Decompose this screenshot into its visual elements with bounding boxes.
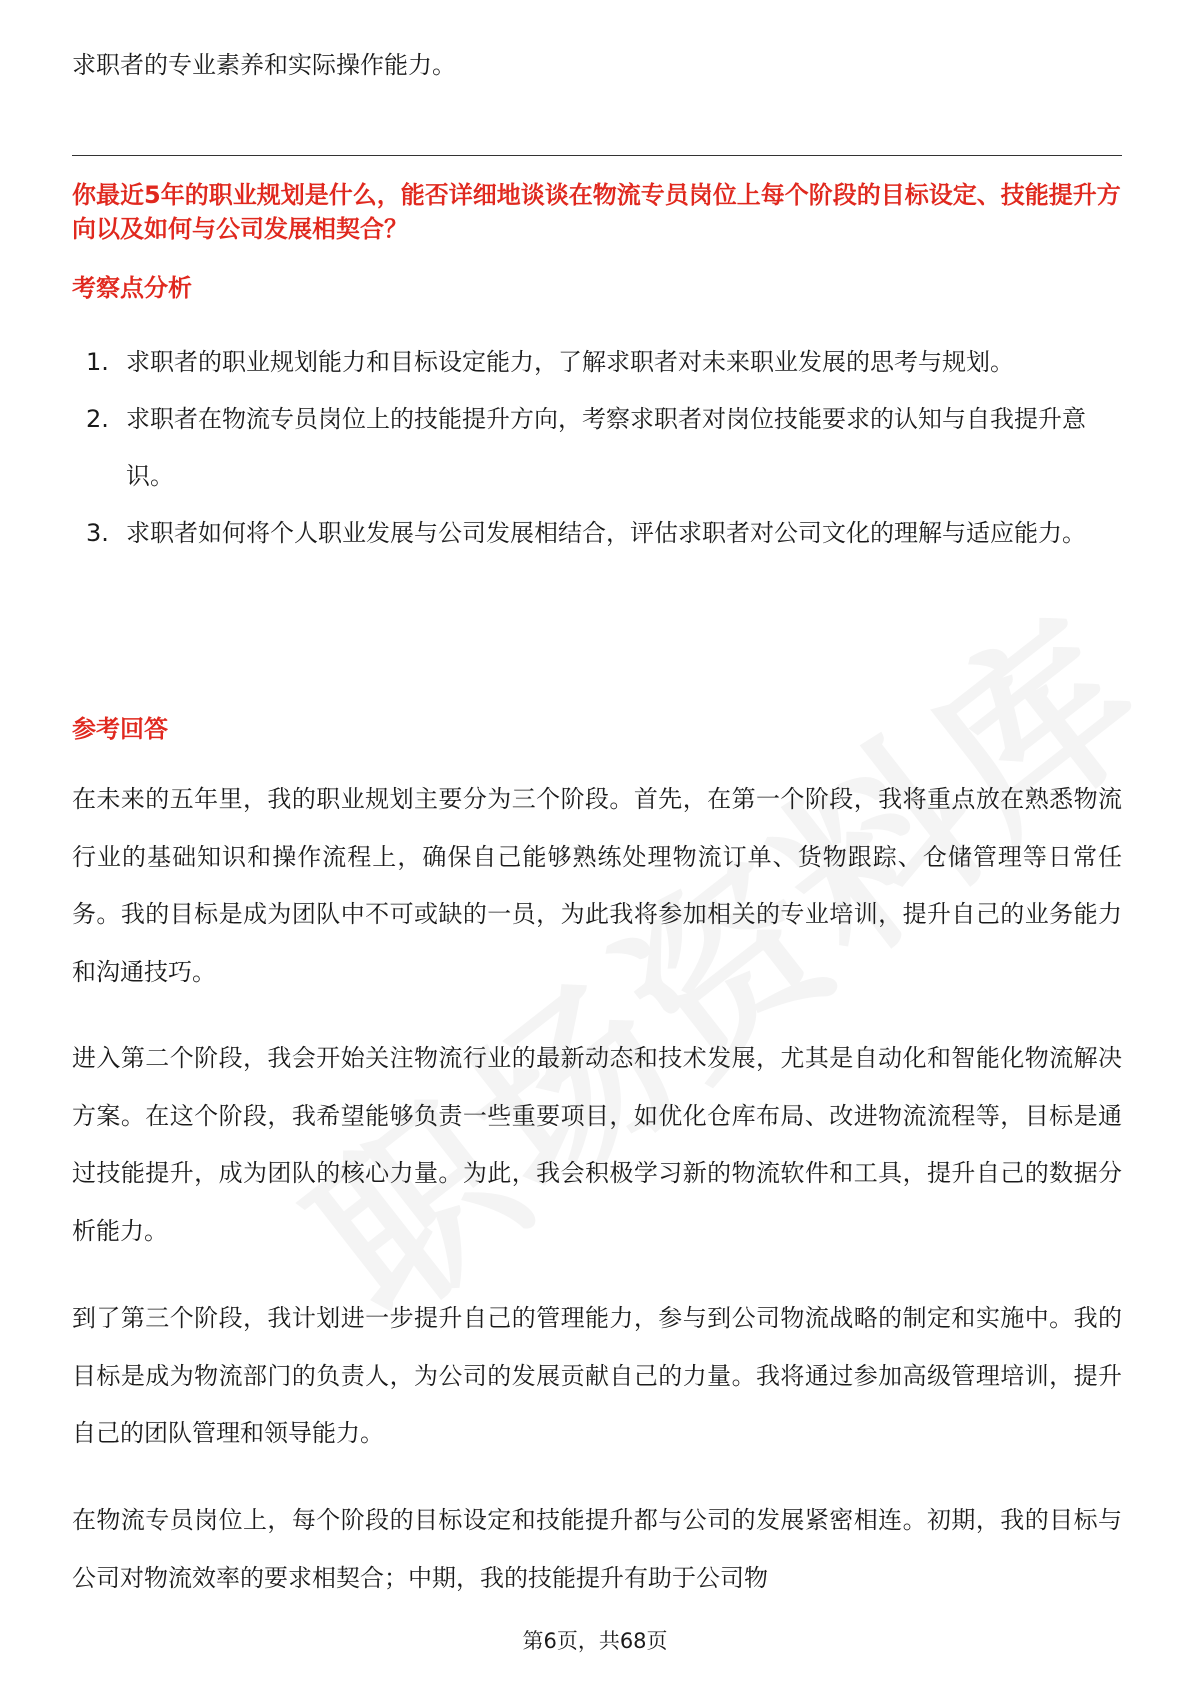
answer-heading: 参考回答 (72, 715, 168, 743)
answer-paragraph: 进入第二个阶段，我会开始关注物流行业的最新动态和技术发展，尤其是自动化和智能化物流解决方案。在这个阶段，我希望能够负责一些重要项目，如优化仓库布局、改进物流流程等，目标是通过技能提升，成为团队的核心力量。为此，我会积极学习新的物流软件和工具，提升自己的数据分析能力。 (72, 1044, 1122, 1245)
item-text: 求职者的职业规划能力和目标设定能力，了解求职者对未来职业发展的思考与规划。 (126, 348, 1014, 376)
answer-paragraph: 到了第三个阶段，我计划进一步提升自己的管理能力，参与到公司物流战略的制定和实施中。我的目标是成为物流部门的负责人，为公司的发展贡献自己的力量。我将通过参加高级管理培训，提升自己的团队管理和领导能力。 (72, 1304, 1122, 1447)
analysis-item (72, 334, 1122, 391)
divider (72, 155, 1122, 156)
item-number: 3. (86, 519, 109, 547)
item-number: 1. (86, 348, 109, 376)
item-text: 求职者如何将个人职业发展与公司发展相结合，评估求职者对公司文化的理解与适应能力。 (126, 519, 1086, 547)
answer-paragraph: 在未来的五年里，我的职业规划主要分为三个阶段。首先，在第一个阶段，我将重点放在熟悉物流行业的基础知识和操作流程上，确保自己能够熟练处理物流订单、货物跟踪、仓储管理等日常任务。我的目标是成为团队中不可或缺的一员，为此我将参加相关的专业培训，提升自己的业务能力和沟通技巧。 (72, 785, 1122, 986)
item-text: 求职者在物流专员岗位上的技能提升方向，考察求职者对岗位技能要求的认知与自我提升意识。 (126, 405, 1086, 490)
item-number: 2. (86, 405, 109, 433)
analysis-heading: 考察点分析 (72, 274, 192, 302)
intro-text: 求职者的专业素养和实际操作能力。 (72, 51, 456, 79)
answer-paragraph: 在物流专员岗位上，每个阶段的目标设定和技能提升都与公司的发展紧密相连。初期，我的目标与公司对物流效率的要求相契合；中期，我的技能提升有助于公司物 (72, 1506, 1122, 1592)
analysis-item (72, 391, 1122, 505)
analysis-list (72, 334, 1122, 562)
question-heading: 你最近5年的职业规划是什么，能否详细地谈谈在物流专员岗位上每个阶段的目标设定、技能提升方向以及如何与公司发展相契合？ (72, 181, 1121, 243)
page-number: 第6页，共68页 (522, 1629, 668, 1653)
analysis-item (72, 505, 1122, 562)
